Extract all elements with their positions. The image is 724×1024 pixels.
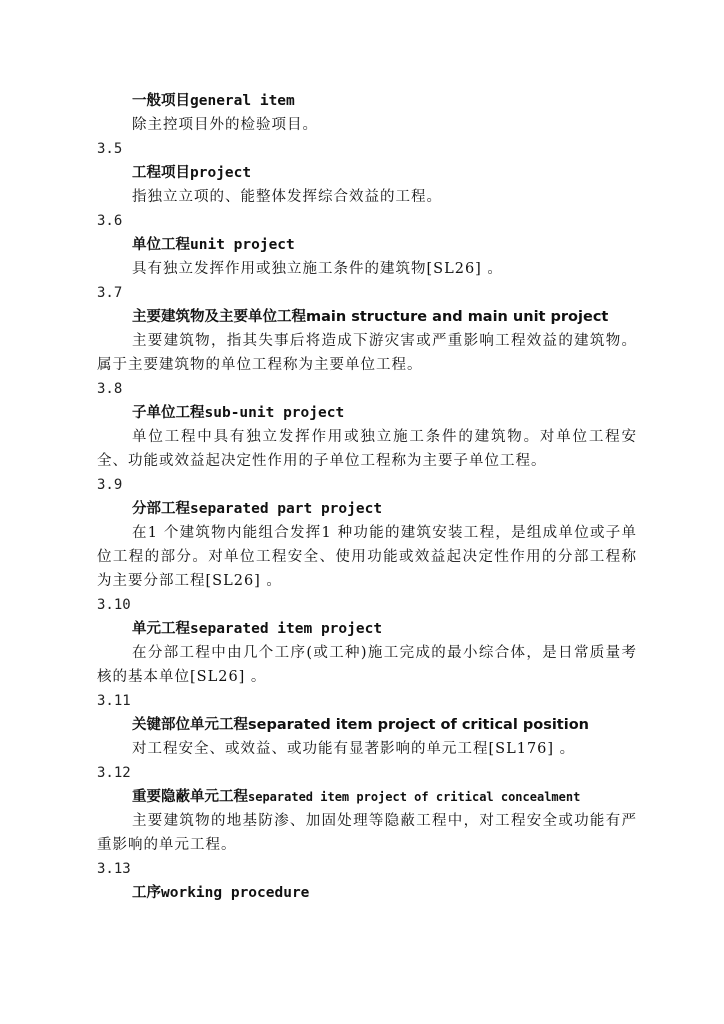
term-heading: [132, 713, 637, 737]
term-en: unit project: [190, 237, 295, 253]
term-heading: [132, 881, 637, 905]
term-heading: [132, 497, 637, 521]
term-heading: [132, 161, 637, 185]
term-definition: 对工程安全、或效益、或功能有显著影响的单元工程[SL176] 。: [132, 741, 576, 757]
term-definition: 具有独立发挥作用或独立施工条件的建筑物[SL26] 。: [132, 261, 503, 277]
terms-section: [97, 89, 637, 905]
term-definition: 主要建筑物的地基防渗、加固处理等隐蔽工程中，对工程安全或功能有严重影响的单元工程。: [97, 813, 637, 853]
term-zh: 主要建筑物及主要单位工程: [132, 308, 306, 325]
term-zh: 重要隐蔽单元工程: [132, 788, 248, 805]
term-en: separated item project of critical concealment: [248, 790, 581, 804]
term-heading: [132, 305, 637, 329]
term-en: separated item project of critical position: [248, 717, 589, 733]
term-definition: 在分部工程中由几个工序(或工种)施工完成的最小综合体，是日常质量考核的基本单位[SL26] 。: [97, 645, 637, 685]
clause-number: 3.13: [97, 861, 131, 877]
term-en: separated item project: [190, 621, 383, 637]
term-heading: [132, 401, 637, 425]
clause-number: 3.6: [97, 213, 123, 229]
term-heading: [132, 617, 637, 641]
term-zh: 一般项目: [132, 92, 190, 109]
term-definition: 单位工程中具有独立发挥作用或独立施工条件的建筑物。对单位工程安全、功能或效益起决定性作用的子单位工程称为主要子单位工程。: [97, 429, 637, 469]
term-en: separated part project: [190, 501, 383, 517]
term-definition: 指独立立项的、能整体发挥综合效益的工程。: [132, 189, 442, 205]
clause-number: 3.5: [97, 141, 123, 157]
term-definition: 主要建筑物，指其失事后将造成下游灾害或严重影响工程效益的建筑物。属于主要建筑物的单位工程称为主要单位工程。: [97, 333, 637, 373]
term-en: project: [190, 165, 252, 181]
term-heading: [132, 233, 637, 257]
clause-number: 3.7: [97, 285, 123, 301]
clause-number: 3.8: [97, 381, 123, 397]
term-heading: [132, 89, 637, 113]
term-en: sub-unit project: [204, 405, 345, 421]
term-en: general item: [190, 93, 295, 109]
term-zh: 工程项目: [132, 164, 190, 181]
term-zh: 分部工程: [132, 500, 190, 517]
term-zh: 单元工程: [132, 620, 190, 637]
clause-number: 3.11: [97, 693, 131, 709]
term-zh: 关键部位单元工程: [132, 716, 248, 733]
term-definition: 除主控项目外的检验项目。: [132, 117, 318, 133]
term-zh: 工序: [132, 884, 161, 901]
term-heading: [132, 785, 637, 809]
term-zh: 子单位工程: [132, 404, 205, 421]
clause-number: 3.9: [97, 477, 123, 493]
clause-number: 3.10: [97, 597, 131, 613]
term-en: main structure and main unit project: [306, 309, 609, 325]
term-zh: 单位工程: [132, 236, 190, 253]
clause-number: 3.12: [97, 765, 131, 781]
term-definition: 在1 个建筑物内能组合发挥1 种功能的建筑安装工程，是组成单位或子单位工程的部分。对单位工程安全、使用功能或效益起决定性作用的分部工程称为主要分部工程[SL26] 。: [97, 525, 637, 589]
term-en: working procedure: [161, 885, 310, 901]
